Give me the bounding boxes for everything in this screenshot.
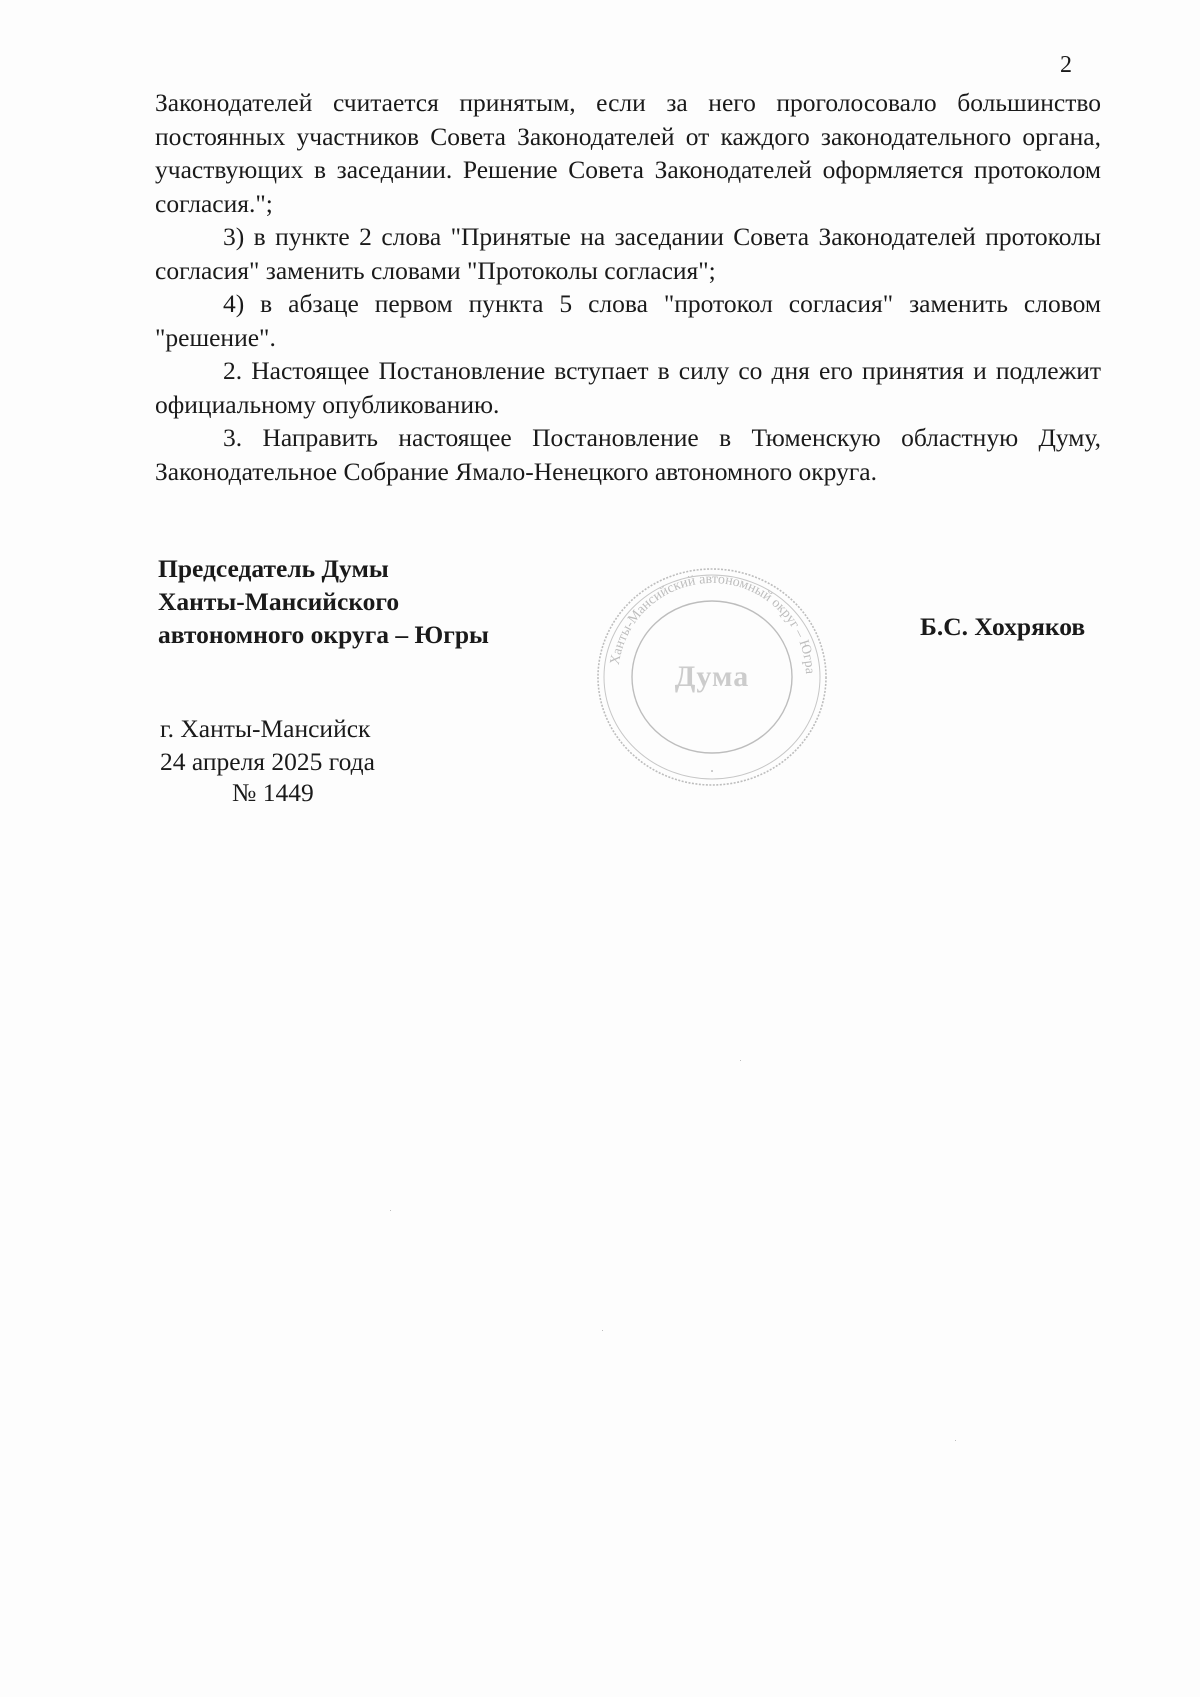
paragraph-continuation: Законодателей считается принятым, если за него проголосовало большинство постоянных участников Совета Законодателей от каждого законодательного органа, участвующих в заседании. Решение Совета Законодателей оформляется протоколом согласия."; [155, 88, 1101, 218]
scan-speck [955, 1440, 956, 1441]
signatory-title-line: автономного округа – Югры [158, 620, 489, 649]
scan-speck [390, 1210, 391, 1211]
signatory-title [158, 552, 489, 651]
paragraph-clause-2: 2. Настоящее Постановление вступает в силу со дня его принятия и подлежит официальному опубликованию. [155, 356, 1101, 419]
place-and-date [160, 712, 375, 778]
seal-star-mark: • [710, 767, 714, 776]
paragraph-item-4: 4) в абзаце первом пункта 5 слова "протокол согласия" заменить словом "решение". [155, 289, 1101, 352]
document-number: № 1449 [232, 778, 314, 807]
scan-speck [602, 1330, 603, 1331]
signatory-title-line: Ханты-Мансийского [158, 587, 400, 616]
paragraph-item-3: 3) в пункте 2 слова "Принятые на заседании Совета Законодателей протоколы согласия" заменить словами "Протоколы согласия"; [155, 222, 1101, 285]
page-number: 2 [1060, 52, 1072, 78]
signer-name: Б.С. Хохряков [920, 612, 1086, 641]
official-seal-stamp [592, 562, 832, 792]
date: 24 апреля 2025 года [160, 747, 375, 776]
document-body [155, 86, 1101, 488]
scan-speck [740, 1060, 741, 1061]
seal-ring-text: Ханты-Мансийский автономный округ – Югра [607, 571, 817, 675]
seal-center-text: Дума [674, 660, 750, 693]
signatory-title-line: Председатель Думы [158, 554, 389, 583]
paragraph-clause-3: 3. Направить настоящее Постановление в Тюменскую областную Думу, Законодательное Собрание Ямало-Ненецкого автономного округа. [155, 423, 1101, 486]
place: г. Ханты-Мансийск [160, 714, 371, 743]
